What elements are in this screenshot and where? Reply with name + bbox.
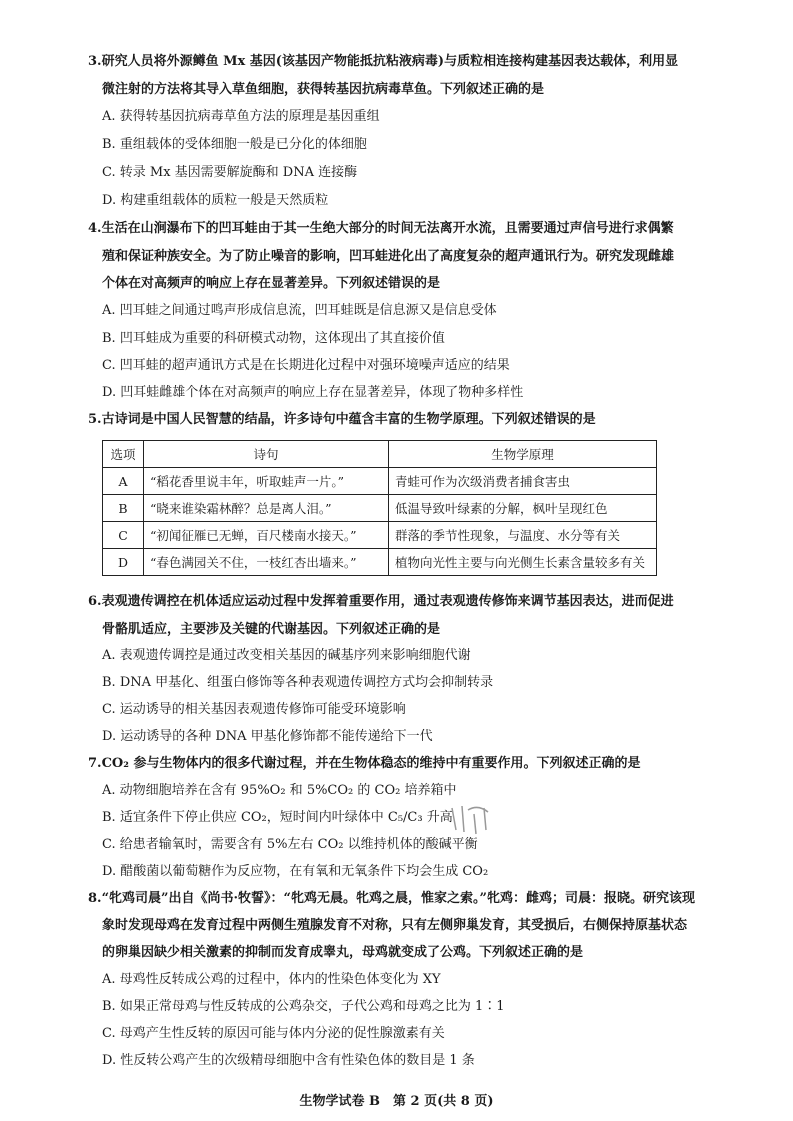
table-row — [103, 549, 657, 576]
q4-stem-line1: 4.生活在山涧瀑布下的凹耳蛙由于其一生绝大部分的时间无法离开水流，且需要通过声信号进行求偶繁 — [88, 221, 674, 236]
cell-poem: “春色满园关不住，一枝红杏出墙来。” — [144, 549, 389, 576]
table-row — [103, 522, 657, 549]
q7-option-b: B. 适宜条件下停止供应 CO₂，短时间内叶绿体中 C₅/C₃ 升高 — [102, 810, 453, 825]
q7-option-d: D. 醋酸菌以葡萄糖作为反应物，在有氧和无氧条件下均会生成 CO₂ — [102, 864, 489, 879]
q6-stem-line1: 6.表观遗传调控在机体适应运动过程中发挥着重要作用，通过表观遗传修饰来调节基因表达，进而促进 — [88, 594, 674, 609]
q5-stem: 5.古诗词是中国人民智慧的结晶，许多诗句中蕴含丰富的生物学原理。下列叙述错误的是 — [88, 412, 596, 427]
cell-principle: 青蛙可作为次级消费者捕食害虫 — [389, 468, 657, 495]
header-poem: 诗句 — [144, 441, 389, 468]
page-footer: 生物学试卷 B 第 2 页(共 8 页) — [299, 1094, 494, 1109]
q4-option-d: D. 凹耳蛙雌雄个体在对高频声的响应上存在显著差异，体现了物种多样性 — [102, 385, 524, 400]
q8-stem-line3: 的卵巢因缺少相关激素的抑制而发育成睾丸，母鸡就变成了公鸡。下列叙述正确的是 — [102, 945, 584, 960]
cell-option: C — [103, 522, 144, 549]
table-row — [103, 468, 657, 495]
table-row — [103, 495, 657, 522]
q3-option-c: C. 转录 Mx 基因需要解旋酶和 DNA 连接酶 — [102, 165, 358, 180]
q4-stem-line2: 殖和保证种族安全。为了防止噪音的影响，凹耳蛙进化出了高度复杂的超声通讯行为。研究发现雌雄 — [102, 249, 675, 264]
q8-option-a: A. 母鸡性反转成公鸡的过程中，体内的性染色体变化为 XY — [102, 972, 441, 987]
q6-option-b: B. DNA 甲基化、组蛋白修饰等各种表观遗传调控方式均会抑制转录 — [102, 675, 494, 690]
q6-option-d: D. 运动诱导的各种 DNA 甲基化修饰都不能传递给下一代 — [102, 729, 433, 744]
q3-stem-line1: 3.研究人员将外源鳟鱼 Mx 基因(该基因产物能抵抗粘液病毒)与质粒相连接构建基因表达载体，利用显 — [88, 54, 679, 69]
cell-option: A — [103, 468, 144, 495]
q7-option-c: C. 给患者输氧时，需要含有 5%左右 CO₂ 以维持机体的酸碱平衡 — [102, 837, 478, 852]
q8-option-c: C. 母鸡产生性反转的原因可能与体内分泌的促性腺激素有关 — [102, 1026, 445, 1041]
q5-table — [102, 440, 657, 576]
q3-option-d: D. 构建重组载体的质粒一般是天然质粒 — [102, 193, 329, 208]
q4-option-a: A. 凹耳蛙之间通过鸣声形成信息流，凹耳蛙既是信息源又是信息受体 — [102, 303, 497, 318]
q7-stem: 7.CO₂ 参与生物体内的很多代谢过程，并在生物体稳态的维持中有重要作用。下列叙述正确的是 — [88, 756, 641, 771]
cell-poem: “初闻征雁已无蝉，百尺楼南水接天。” — [144, 522, 389, 549]
q6-option-c: C. 运动诱导的相关基因表观遗传修饰可能受环境影响 — [102, 702, 406, 717]
q8-option-d: D. 性反转公鸡产生的次级精母细胞中含有性染色体的数目是 1 条 — [102, 1053, 475, 1068]
q6-option-a: A. 表观遗传调控是通过改变相关基因的碱基序列来影响细胞代谢 — [102, 648, 471, 663]
q4-stem-line3: 个体在对高频声的响应上存在显著差异。下列叙述错误的是 — [102, 276, 441, 291]
q7-option-a: A. 动物细胞培养在含有 95%O₂ 和 5%CO₂ 的 CO₂ 培养箱中 — [102, 783, 457, 798]
q8-option-b: B. 如果正常母鸡与性反转成的公鸡杂交，子代公鸡和母鸡之比为 1∶1 — [102, 999, 505, 1014]
cell-option: B — [103, 495, 144, 522]
q8-stem-line2: 象时发现母鸡在发育过程中两侧生殖腺发育不对称，只有左侧卵巢发育，其受损后，右侧保持原基状态 — [102, 918, 688, 933]
cell-poem: “晓来谁染霜林醉？总是离人泪。” — [144, 495, 389, 522]
q8-stem-line1: 8.“牝鸡司晨”出自《尚书·牧誓》：“牝鸡无晨。牝鸡之晨，惟家之索。”牝鸡：雌鸡；司晨：报晓。研究该现 — [88, 891, 696, 906]
q4-option-c: C. 凹耳蛙的超声通讯方式是在长期进化过程中对强环境噪声适应的结果 — [102, 358, 510, 373]
header-principle: 生物学原理 — [389, 441, 657, 468]
table-header-row — [103, 441, 657, 468]
q6-stem-line2: 骨骼肌适应，主要涉及关键的代谢基因。下列叙述正确的是 — [102, 622, 441, 637]
header-option: 选项 — [103, 441, 144, 468]
cell-option: D — [103, 549, 144, 576]
pencil-scribble — [448, 800, 508, 840]
q4-option-b: B. 凹耳蛙成为重要的科研模式动物，这体现出了其直接价值 — [102, 331, 445, 346]
q3-option-b: B. 重组载体的受体细胞一般是已分化的体细胞 — [102, 137, 367, 152]
cell-principle: 群落的季节性现象，与温度、水分等有关 — [389, 522, 657, 549]
cell-principle: 植物向光性主要与向光侧生长素含量较多有关 — [389, 549, 657, 576]
cell-principle: 低温导致叶绿素的分解，枫叶呈现红色 — [389, 495, 657, 522]
q3-stem-line2: 微注射的方法将其导入草鱼细胞，获得转基因抗病毒草鱼。下列叙述正确的是 — [102, 82, 545, 97]
cell-poem: “稻花香里说丰年，听取蛙声一片。” — [144, 468, 389, 495]
q3-option-a: A. 获得转基因抗病毒草鱼方法的原理是基因重组 — [102, 109, 380, 124]
